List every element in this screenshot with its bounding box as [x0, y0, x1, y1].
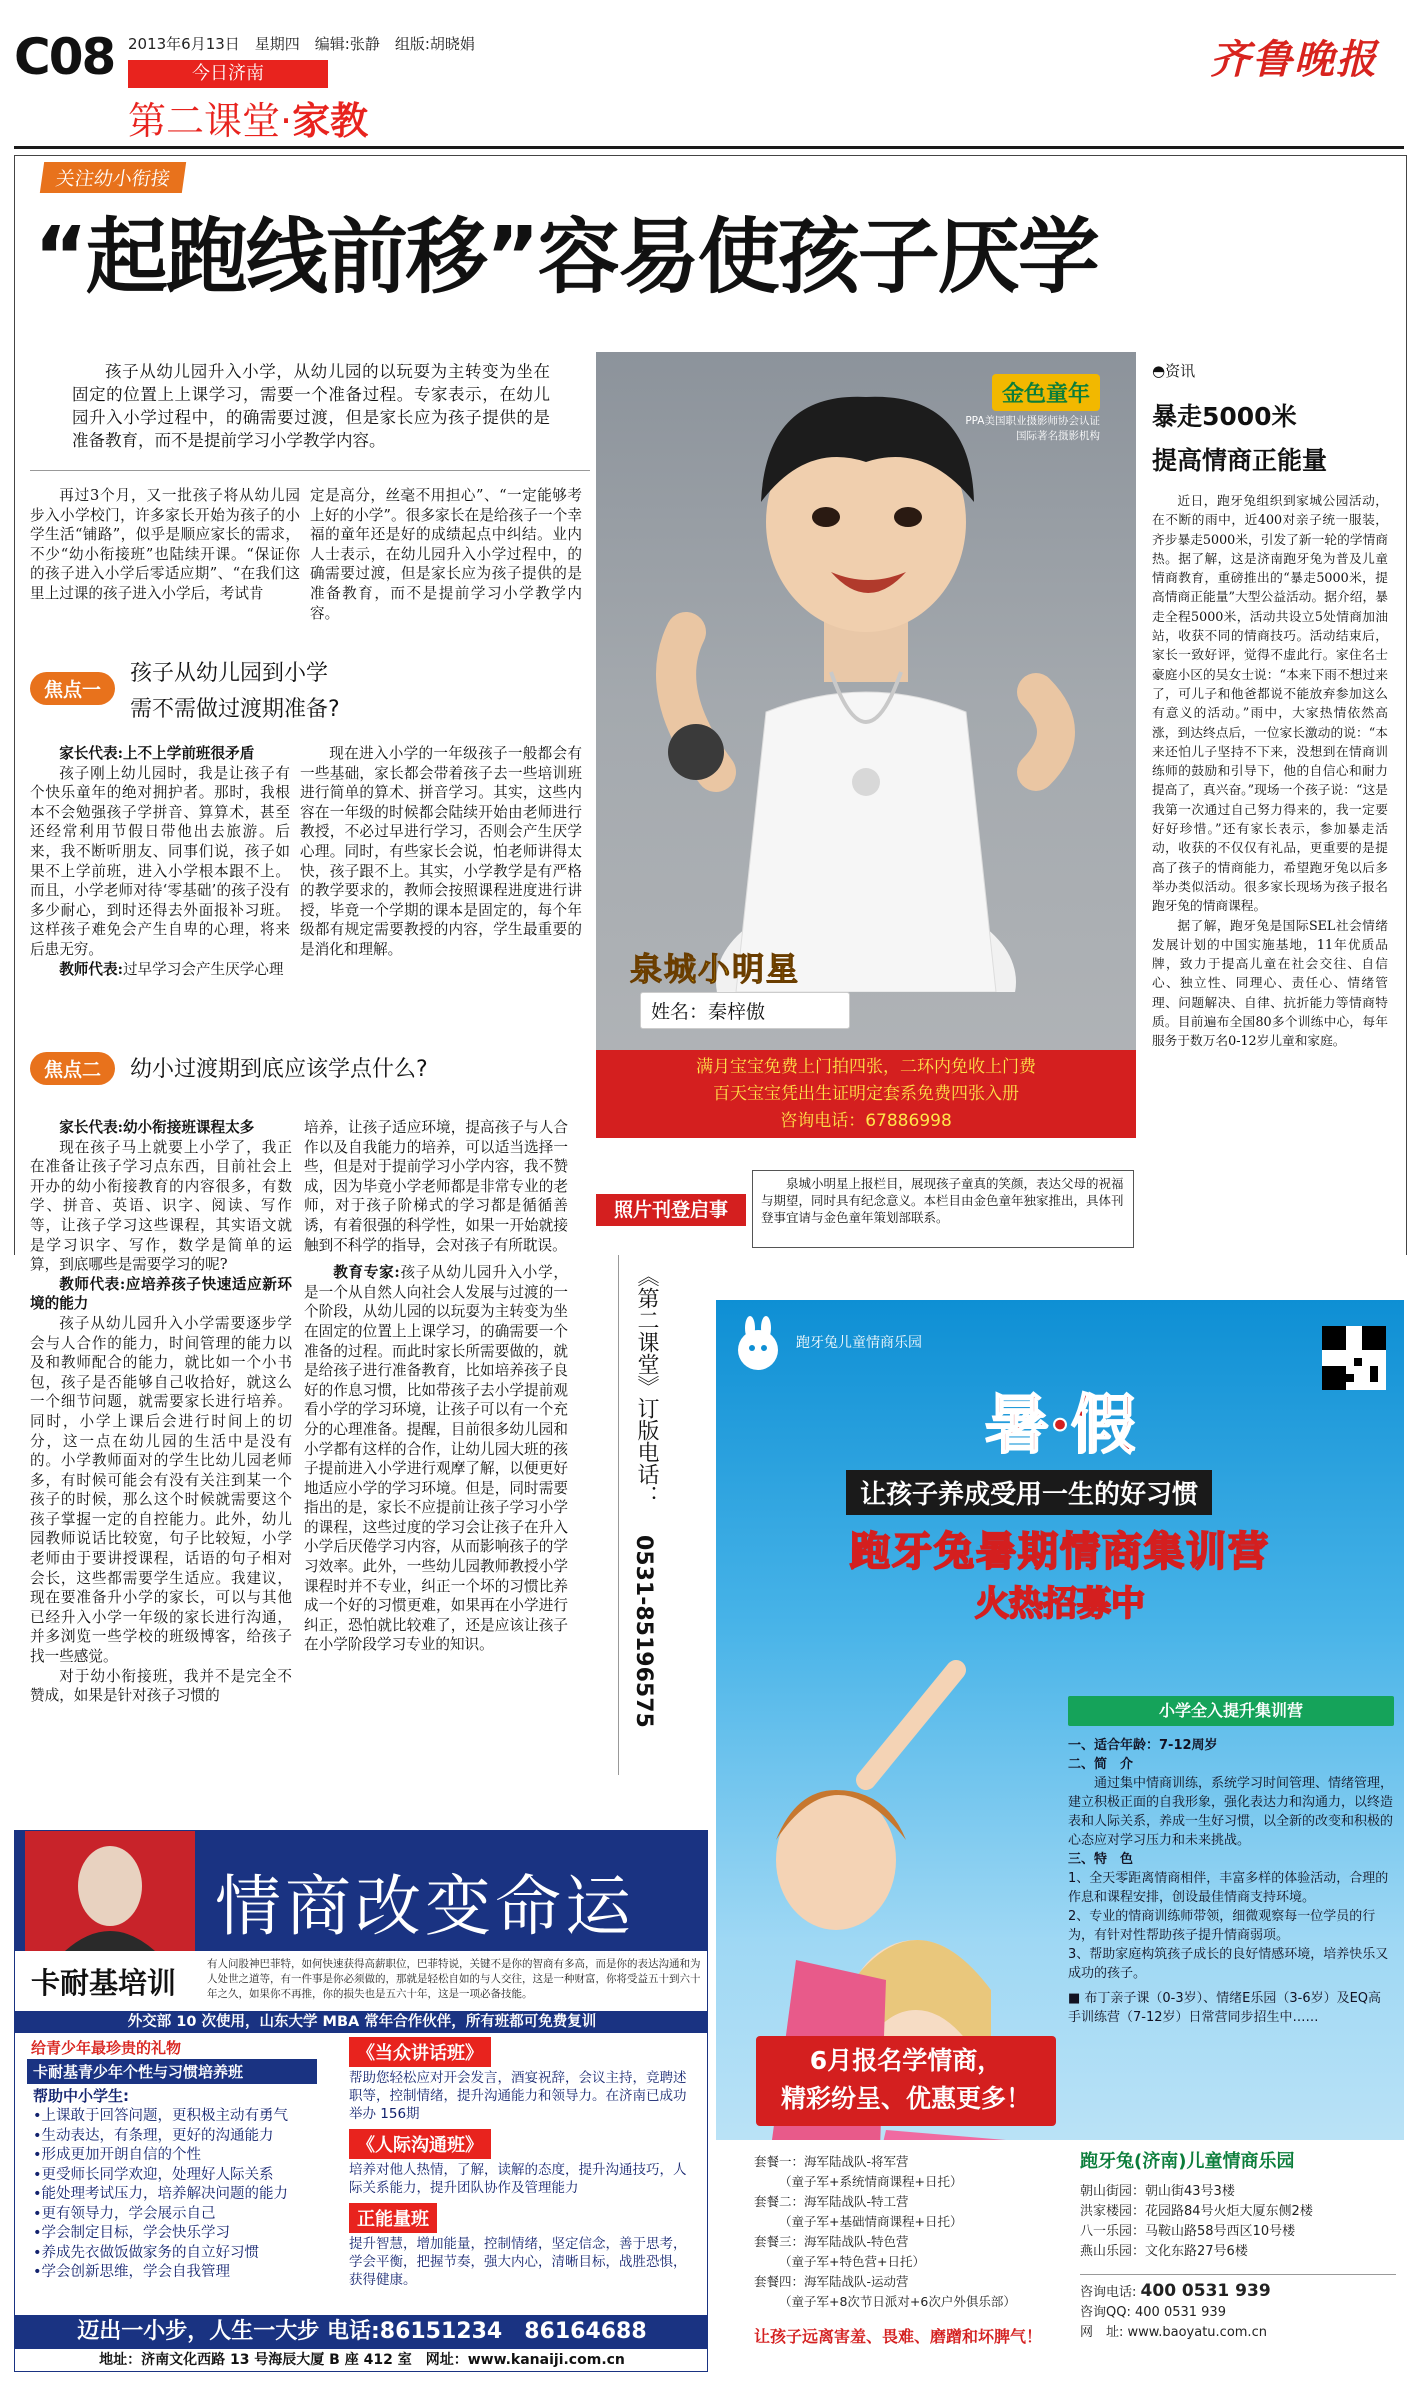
side-title-1: 暴走5000米 [1152, 402, 1297, 431]
f2-parent-head: 家长代表:幼小衔接班课程太多 [59, 1119, 255, 1136]
summer-regular-camps: ■ 布丁亲子课（0-3岁）、情绪E乐园（3-6岁）及EQ高手训练营（7-12岁）日常营同步招生中…… [1068, 1991, 1382, 2025]
masthead-rule [14, 146, 1404, 149]
course-interpersonal-desc: 培养对他人热情，了解，读解的态度，提升沟通技巧，人际关系能力，提升团队协作及管理能力 [349, 2162, 687, 2196]
package-line: （童子军+基础情商课程+日托） [779, 2214, 963, 2229]
benefit-item: •学会制定目标，学会快乐学习 [33, 2225, 231, 2241]
side-tag-label: 资讯 [1165, 362, 1196, 380]
masthead [0, 0, 1417, 150]
headline: “起跑线前移”容易使孩子厌学 [34, 210, 1098, 305]
summer-org: 跑牙兔儿童情商乐园 [796, 1335, 922, 1351]
f1-parent-body: 孩子刚上幼儿园时，我是让孩子有个快乐童年的绝对拥护者。那时，我根本不会勉强孩子学拼音、算算术，甚至还经常利用节假日带他出去旅游。后来，我不断听朋友、同事们说，孩子如果不上学前班，进入小学根本跟不上。而且，小学老师对待‘零基础’的孩子没有多少耐心，到时还得去外面报补习班。这样孩子难免会产生自卑的心理，将来后患无穷。 [30, 764, 290, 958]
summer-feature-1: 1、全天零距离情商相伴，丰富多样的体验活动，合理的作息和课程安排，创设最佳情商支持环境。 [1068, 1871, 1389, 1905]
course-interpersonal: 《人际沟通班》 [349, 2129, 491, 2159]
branch-title: 跑牙兔(济南)儿童情商乐园 [1080, 2151, 1295, 2172]
offer-line-1: 满月宝宝免费上门拍四张，二环内免收上门费 [696, 1057, 1036, 1077]
focus2-col-right [304, 1118, 568, 1655]
carnegie-slogan: 情商改变命运 [215, 1868, 635, 1945]
summer-recruit: 火热招募中 [975, 1584, 1145, 1624]
f2-right-body1: 培养，让孩子适应环境，提高孩子与人合作以及自我能力的培养，可以适当选择一些，但是对于提前学习小学内容，我不赞成，因为毕竟小学老师都是非常专业的老师，对于孩子阶梯式的学习都是循循善诱，有着很强的科学性，如果一开始就接触到不科学的指导，会对孩子有所耽误。 [304, 1119, 568, 1254]
summer-intro-text: 通过集中情商训练，系统学习时间管理、情绪管理，建立积极正面的自我形象，强化表达力和沟通力，以终造表和人际关系，养成一生好习惯，以全新的改变和积极的心态应对学习压力和未来挑战。 [1068, 1776, 1394, 1848]
benefit-item: •上课敢于回答问题，更积极主动有勇气 [33, 2108, 289, 2124]
package-line: （童子军+特色营+日托） [779, 2254, 925, 2269]
child-name: 姓名：秦梓傲 [640, 992, 850, 1029]
lead-paragraph: 孩子从幼儿园升入小学，从幼儿园的以玩耍为主转变为坐在固定的位置上上课学习，需要一个准备过程。专家表示，在幼儿园升入小学过程中，的确需要过渡，但是家长应为孩子提供的是准备教育，而不是提前学习小学教学内容。 [72, 362, 550, 450]
page-number: C08 [14, 28, 115, 86]
intro-right-text: 定是高分，丝毫不用担心”、“一定能够考上好的小学”。很多家长在是给孩子一个幸福的童年还是好的成绩起点中纠结。业内人士表示，在幼儿园升入小学过程中，的确需要过渡，但是家长应为孩子提供的是准备教育，而不是提前学习小学教学内容。 [310, 487, 582, 622]
carnegie-banner [15, 1831, 708, 1951]
f2-expert-body: 孩子从幼儿园升入小学，是一个从自然人向社会人发展与过渡的一个阶段，从幼儿园的以玩耍为主转变为坐在固定的位置上上课学习，的确需要一个准备的过程。而此时家长所需要做的，就是给孩子进行准备教育，比如培养孩子良好的作息习惯，比如带孩子去小学提前观看小学的学习环境，让孩子可以有一个充分的心理准备。提醒，目前很多幼儿园和小学都有这样的合作，让幼儿园大班的孩子提前进入小学进行观摩了解，以便更好地适应小学的学习环境。但是，同时需要指出的是，家长不应提前让孩子学习小学的课程，这些过度的学习会让孩子在升入小学后厌倦学习内容，从而影响孩子的学习效率。此外，一些幼儿园教师教授小学课程时并不专业，纠正一个坏的习惯比养成一个好的习惯更难，如果再在小学进行纠正，恐怕就比较难了，还是应该让孩子在小学阶段学习专业的知识。 [304, 1264, 568, 1654]
summer-tagline: 让孩子远离害羞、畏难、磨蹭和坏脾气！ [754, 2327, 1043, 2346]
photo-notice [596, 1164, 1136, 1252]
course-positive-energy-desc: 提升智慧，增加能量，控制情绪，坚定信念，善于思考，学会平衡，把握节奏，强大内心，清晰目标，战胜恐惧，获得健康。 [349, 2236, 687, 2288]
tel-number: 400 0531 939 [1140, 2281, 1271, 2301]
vertical-phone: 0531-85196575 [631, 1535, 656, 1728]
offer-line-3: 咨询电话：67886998 [780, 1111, 952, 1131]
focus1-line2: 需不需做过渡期准备? [130, 697, 340, 722]
benefit-item: •能处理考试压力，培养解决问题的能力 [33, 2186, 289, 2202]
intro-col-right [310, 486, 582, 623]
package-line: 套餐二：海军陆战队-特工营 [754, 2194, 909, 2209]
branch-item: 朝山街园：朝山街43号3楼 [1080, 2184, 1235, 2199]
intro-col-left [30, 486, 300, 604]
june-line-1: 6月报名学情商， [809, 2046, 1003, 2075]
summer-branches [1080, 2152, 1396, 2343]
summer-contact [1080, 2274, 1396, 2343]
photo-offer-band [596, 1050, 1136, 1138]
course-public-speaking-desc: 帮助您轻松应对开会发言，酒宴祝辞，会议主持，竞聘述职等，控制情绪，提升沟通能力和领导力。在济南已成功举办 156期 [349, 2070, 687, 2122]
carnegie-credentials: 外交部 10 次使用，山东大学 MBA 常年合作伙伴，所有班都可免费复训 [15, 2011, 708, 2033]
lead-rule [30, 470, 590, 471]
branch-item: 燕山乐园：文化东路27号6楼 [1080, 2244, 1248, 2259]
web-label: 网 址: [1080, 2325, 1124, 2340]
focus1-col-left [30, 744, 290, 979]
carnegie-benefits [33, 2107, 333, 2283]
benefit-item: •学会创新思维，学会自我管理 [33, 2264, 231, 2280]
carnegie-ad [14, 1830, 708, 2372]
studio-badge-name: 金色童年 [992, 374, 1100, 411]
focus1-line1: 孩子从幼儿园到小学 [130, 661, 329, 686]
june-line-2: 精彩纷呈、优惠更多！ [780, 2084, 1031, 2113]
vertical-hotline [618, 1255, 668, 1775]
course-positive-energy: 正能量班 [349, 2203, 437, 2233]
focus1-col-right [300, 744, 582, 960]
summer-details [1068, 1736, 1394, 2027]
f2-teacher-body: 孩子从幼儿园升入小学需要逐步学会与人合作的能力，时间管理的能力以及和教师配合的能力，就比如一个小书包，孩子是否能够自己收拾好，就这么一个细节问题，就需要家长进行培养。同时，小学上课后会进行时间上的切分，这一点在幼儿园的生活中是没有的。小学教师面对的学生比幼儿园老师多，有时候可能会有没有关注到某一个孩子的时候，那么这个时候就需要这个孩子掌握一定的自控能力。此外，幼儿园教师说话比较宽，句子比较短，小学老师由于要讲授课程，话语的句子相对会长，这些都需要学生适应。我建议，现在要准备升小学的家长，可以与其他已经升入小学一年级的家长进行沟通，并多浏览一些学校的班级博客，给孩子找一些感觉。 [30, 1314, 292, 1666]
newspaper-logo: 齐鲁晚报 [1210, 36, 1378, 83]
rabbit-logo-icon [728, 1316, 788, 1376]
package-line: 套餐一：海军陆战队-将军营 [754, 2154, 909, 2169]
focus2-badge: 焦点二 [30, 1052, 115, 1085]
notice-text: 泉城小明星上报栏目，展现孩子童真的笑颜，表达父母的祝福与期望，同时具有纪念意义。本栏目由金色童年独家推出，具体刊登事宜请与金色童年策划部联系。 [752, 1170, 1134, 1248]
benefit-item: •形成更加开朗自信的个性 [33, 2147, 202, 2163]
carnegie-address: 地址：济南文化西路 13 号海辰大厦 B 座 412 室 网址：www.kanaiji.com.cn [99, 2352, 625, 2368]
summer-feature-3: 3、帮助家庭构筑孩子成长的良好情感环境，培养快乐又成功的孩子。 [1068, 1947, 1389, 1981]
summer-june-offer [756, 2036, 1056, 2126]
summer-sub: 让孩子养成受用一生的好习惯 [846, 1470, 1212, 1515]
branch-item: 洪家楼园：花园路84号火炬大厦东侧2楼 [1080, 2204, 1313, 2219]
summer-packages [754, 2152, 1064, 2312]
section-title-sub: 家教 [292, 99, 369, 143]
package-line: （童子军+8次节日派对+6次户外俱乐部） [779, 2294, 1016, 2309]
section-title [128, 90, 368, 145]
intro-left-text: 再过3个月，又一批孩子将从幼儿园步入小学校门，许多家长开始为孩子的小学生活“铺路”，似乎是顺应家长的需求，不少“幼小衔接班”也陆续开课。“保证你的孩子进入小学后零适应期”、“在我们这里上过课的孩子进入小学后，考试肯 [30, 487, 300, 602]
f2-teacher-body-tail: 对于幼小衔接班，我并不是完全不赞成，如果是针对孩子习惯的 [30, 1667, 292, 1705]
star-title: 泉城小明星 [630, 950, 801, 988]
qq-label: 咨询QQ: [1080, 2305, 1131, 2320]
child-photo-card [596, 352, 1136, 1138]
f1-teacher-label: 教师代表: [59, 960, 123, 978]
notice-label: 照片刊登启事 [596, 1194, 746, 1226]
section-title-main: 第二课堂 [128, 99, 281, 143]
qq-number: 400 0531 939 [1135, 2305, 1226, 2320]
benefit-item: •更受师长同学欢迎，处理好人际关系 [33, 2166, 274, 2183]
side-body-2: 据了解，跑牙兔是国际SEL社会情绪发展计划的中国实施基地，11年优质品牌，致力于提高儿童在社会交往、自信心、独立性、同理心、责任心、情绪管理、问题解决、自律、抗折能力等情商特质。目前遍布全国80多个训练中心，每年服务于数万名0-12岁儿童和家庭。 [1152, 917, 1388, 1049]
issue-date: 2013年6月13日 星期四 编辑:张静 组版:胡晓娟 [128, 35, 475, 53]
section-tag: 今日济南 [128, 60, 328, 88]
summer-intro-head: 二、简 介 [1068, 1757, 1134, 1772]
focus1-badge: 焦点一 [30, 672, 115, 705]
carnegie-brand: 卡耐基培训 [31, 1966, 177, 2000]
carnegie-gift: 给青少年最珍贵的礼物 [31, 2039, 182, 2057]
f1-right-body: 现在进入小学的一年级孩子一般都会有一些基础，家长都会带着孩子去一些培训班进行简单的算术、拼音学习。其实，这些内容在一年级的时候都会陆续开始由老师进行教授，不必过早进行学习，否则会产生厌学心理。同时，有些家长会说，怕老师讲得太快，孩子跟不上。其实，小学教学是有严格的教学要求的，教师会按照课程进度进行讲授，毕竟一个学期的课本是固定的，每个年级都有规定需要教授的内容，学生最重要的是消化和理解。 [300, 745, 582, 958]
f2-parent-body: 现在孩子马上就要上小学了，我正在准备让孩子学习点东西，目前社会上开办的幼小衔接教育的内容很多，有数学、拼音、英语、识字、阅读、写作等，让孩子学习这些课程，其实语文就是学习识字、写作，数学是简单的运算，到底哪些是需要学习的呢? [30, 1138, 292, 1274]
studio-badge-sub2: 国际著名摄影机构 [1016, 430, 1100, 442]
package-line: 套餐三：海军陆战队-特色营 [754, 2234, 909, 2249]
focus2-col-left [30, 1118, 292, 1706]
carnegie-kids-program: 卡耐基青少年个性与习惯培养班 [27, 2059, 317, 2084]
carnegie-courses [349, 2037, 689, 2289]
section-dot: · [280, 99, 293, 143]
package-line: 套餐四：海军陆战队-运动营 [754, 2274, 909, 2289]
kicker-badge: 关注幼小衔接 [40, 162, 186, 193]
carnegie-help-label: 帮助中小学生: [33, 2087, 129, 2105]
benefit-item: •生动表达，有条理，更好的沟通能力 [33, 2127, 274, 2144]
founder-portrait [25, 1831, 195, 1951]
f1-teacher-lead: 过早学习会产生厌学心理 [122, 960, 284, 978]
summer-feature-2: 2、专业的情商训练师带领，细微观察每一位学员的行为，有针对性帮助孩子提升情商弱项。 [1068, 1909, 1376, 1943]
package-line: （童子军+系统情商课程+日托） [779, 2174, 963, 2189]
child-portrait [596, 352, 1136, 992]
vertical-title: 《第二课堂》订版电话： [634, 1265, 659, 1507]
summer-grade-bar: 小学全入提升集训营 [1068, 1696, 1394, 1726]
benefit-item: •养成先衣做饭做家务的自立好习惯 [33, 2244, 260, 2261]
carnegie-hotline: 迈出一小步，人生一大步 电话:86151234 86164688 [15, 2315, 708, 2349]
tel-label: 咨询电话: [1080, 2285, 1137, 2300]
side-news [1152, 360, 1388, 1051]
branch-item: 八一乐园：马鞍山路58号西区10号楼 [1080, 2224, 1296, 2239]
side-tag-icon: ◓ [1152, 362, 1166, 380]
focus2-heading: 幼小过渡期到底应该学点什么? [130, 1057, 428, 1082]
carnegie-quote: 有人问股神巴菲特，如何快速获得高薪职位，巴菲特说，关键不是你的智商有多高，而是你的表达沟通和为人处世之道等，有一件事是你必须做的，那就是轻松自如的与人交往，这是一种财富，你将受益五十到六十年之久，如果你不再推，你的损失也是五六十年，这是一项必备技能。 [207, 1958, 701, 2000]
website: www.baoyatu.com.cn [1127, 2325, 1267, 2340]
summer-camp-ad [716, 1300, 1404, 2372]
studio-badge-sub1: PPA美国职业摄影师协会认证 [965, 415, 1100, 427]
f2-teacher-head: 教师代表:应培养孩子快速适应新环境的能力 [30, 1275, 292, 1313]
summer-title: 暑·假 [984, 1388, 1136, 1463]
course-public-speaking: 《当众讲话班》 [349, 2037, 491, 2067]
focus1-heading [130, 656, 340, 728]
summer-age: 一、适合年龄：7-12周岁 [1068, 1738, 1218, 1753]
summer-features-head: 三、特 色 [1068, 1852, 1134, 1867]
offer-line-2: 百天宝宝凭出生证明定套系免费四张入册 [713, 1084, 1019, 1104]
f1-parent-head: 家长代表:上不上学前班很矛盾 [59, 745, 255, 762]
summer-camp-name: 跑牙兔暑期情商集训营 [850, 1529, 1270, 1575]
benefit-item: •更有领导力，学会展示自己 [33, 2205, 216, 2222]
f2-expert-label: 教育专家: [333, 1264, 400, 1282]
side-title-2: 提高情商正能量 [1152, 446, 1328, 475]
side-body-1: 近日，跑牙兔组织到家城公园活动，在不断的雨中，近400对亲子统一服装，齐步暴走5000米，引发了新一轮的学情商热。据了解，这是济南跑牙兔为普及儿童情商教育，重磅推出的“暴走5000米，提高情商正能量”大型公益活动。据介绍，暴走全程5000米，活动共设立5处情商加油站，收获不同的情商技巧。活动结束后，家长一致好评，觉得不虚此行。家住名士豪庭小区的吴女士说：“本来下雨不想过来了，可儿子和他爸都说不能放弃参加这么有意义的活动。”雨中，大家热情依然高涨，到达终点后，一位家长激动的说：“本来还怕儿子坚持不下来，没想到在情商训练师的鼓励和引导下，他的自信心和耐力提高了，真兴奋。”现场一个孩子说：“这是我第一次通过自己努力得来的，我一定要好好珍惜。”还有家长表示，参加暴走活动，收获的不仅仅有礼品，更重要的是提高了孩子的情商能力，希望跑牙兔以后多举办类似活动。很多家长现场为孩子报名跑牙兔的情商课程。 [1152, 493, 1388, 914]
studio-badge [900, 374, 1100, 443]
side-tag [1152, 360, 1388, 381]
